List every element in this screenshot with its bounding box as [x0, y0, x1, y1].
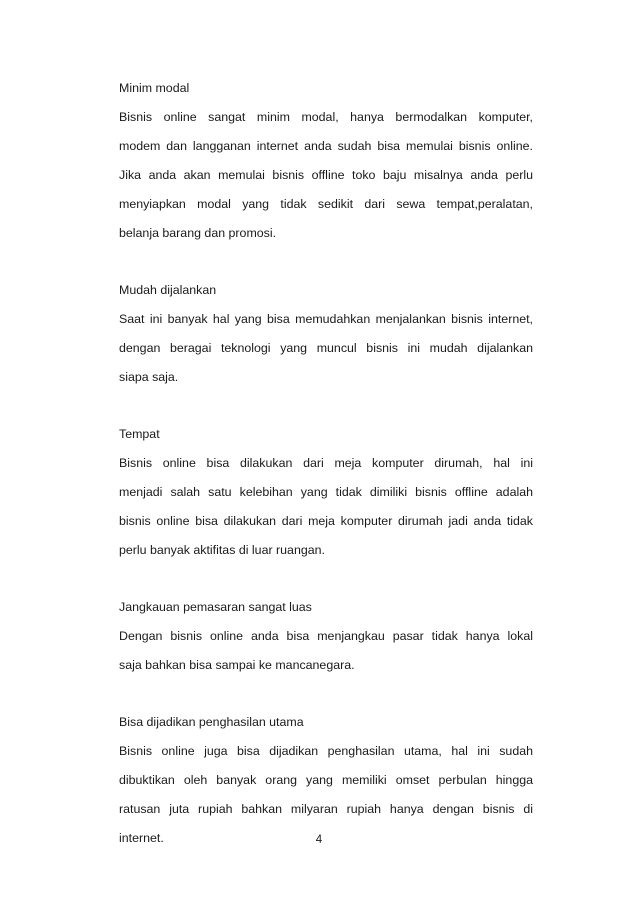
paragraph-line: dengan beragai teknologi yang muncul bisnis ini mudah dijalankan: [119, 341, 533, 355]
page-number: 4: [315, 834, 323, 846]
paragraph-line: menjadi salah satu kelebihan yang tidak dimiliki bisnis offline adalah: [119, 485, 533, 499]
section-heading: Jangkauan pemasaran sangat luas: [119, 600, 312, 614]
section-tempat: [119, 420, 533, 565]
section-heading: Mudah dijalankan: [119, 283, 217, 297]
paragraph-line: Bisnis online bisa dilakukan dari meja komputer dirumah, hal ini: [119, 456, 533, 470]
section-heading: Tempat: [119, 427, 160, 441]
paragraph-line: internet.: [119, 831, 164, 845]
paragraph-line: perlu banyak aktifitas di luar ruangan.: [119, 543, 325, 557]
paragraph-line: Saat ini banyak hal yang bisa memudahkan menjalankan bisnis internet,: [119, 312, 533, 326]
section-minim-modal: [119, 74, 533, 248]
paragraph-line: bisnis online bisa dilakukan dari meja komputer dirumah jadi anda tidak: [119, 514, 533, 528]
paragraph-line: siapa saja.: [119, 370, 179, 384]
paragraph-line: Dengan bisnis online anda bisa menjangkau pasar tidak hanya lokal: [119, 629, 533, 643]
paragraph-line: menyiapkan modal yang tidak sedikit dari sewa tempat,peralatan,: [119, 197, 533, 211]
paragraph-line: Bisnis online juga bisa dijadikan penghasilan utama, hal ini sudah: [119, 744, 533, 758]
section-heading: Bisa dijadikan penghasilan utama: [119, 715, 304, 729]
paragraph-line: modem dan langganan internet anda sudah bisa memulai bisnis online.: [119, 139, 533, 153]
paragraph-line: Jika anda akan memulai bisnis offline toko baju misalnya anda perlu: [119, 168, 533, 182]
paragraph-line: Bisnis online sangat minim modal, hanya bermodalkan komputer,: [119, 110, 533, 124]
section-jangkauan-pemasaran: [119, 593, 533, 680]
section-heading: Minim modal: [119, 81, 190, 95]
document-body: [119, 74, 533, 853]
paragraph-line: dibuktikan oleh banyak orang yang memiliki omset perbulan hingga: [119, 773, 533, 787]
paragraph-line: saja bahkan bisa sampai ke mancanegara.: [119, 658, 355, 672]
paragraph-line: belanja barang dan promosi.: [119, 226, 277, 240]
paragraph-line: ratusan juta rupiah bahkan milyaran rupiah hanya dengan bisnis di: [119, 802, 533, 816]
section-mudah-dijalankan: [119, 276, 533, 392]
